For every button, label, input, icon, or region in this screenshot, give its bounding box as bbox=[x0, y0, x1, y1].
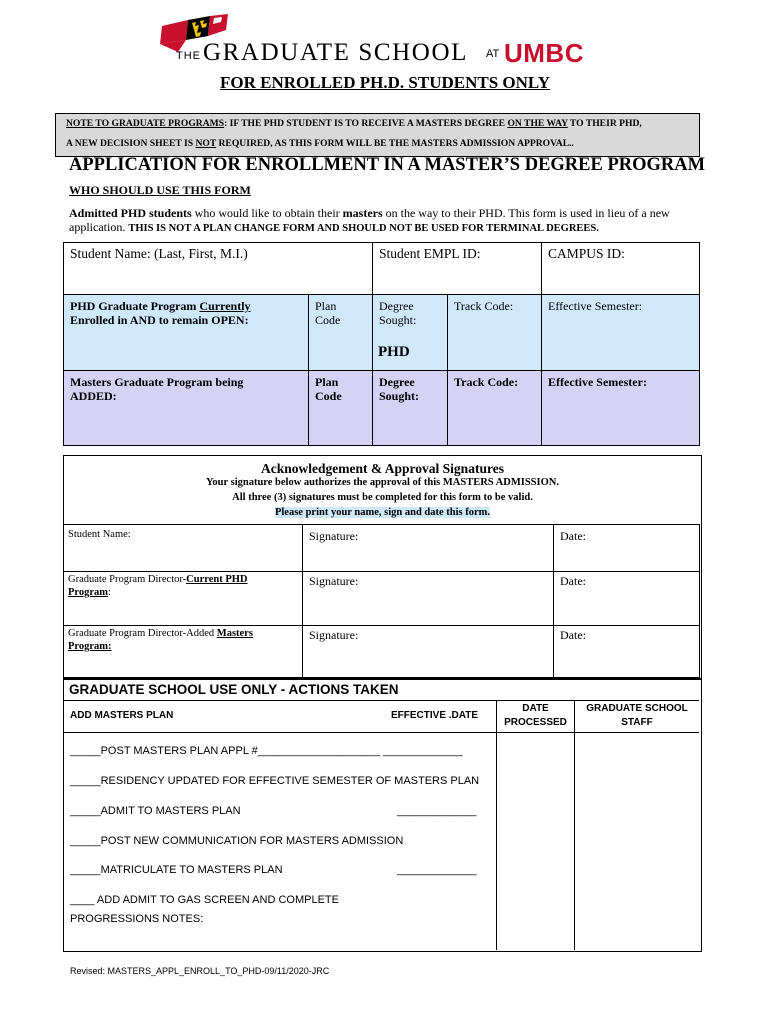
signatures-title: Acknowledgement & Approval Signatures bbox=[261, 461, 504, 476]
masters-plan-code-field[interactable] bbox=[308, 370, 373, 446]
gs-action-post-communication[interactable]: _____POST NEW COMMUNICATION FOR MASTERS ADMISSION bbox=[70, 835, 404, 847]
logo-at-text: AT bbox=[486, 48, 500, 60]
campus-id-field[interactable] bbox=[541, 242, 700, 295]
who-should-use-title: WHO SHOULD USE THIS FORM bbox=[69, 183, 251, 197]
sig-row-2-signature-label: Signature: bbox=[309, 574, 359, 588]
desc-bold-c: masters bbox=[342, 206, 383, 220]
logo-graduate-school-text: GRADUATE SCHOOL bbox=[203, 39, 468, 66]
masters-degree-sought-label: Degree Sought: bbox=[379, 375, 420, 403]
phd-track-code-field[interactable] bbox=[447, 294, 542, 371]
masters-track-code-field[interactable] bbox=[447, 370, 542, 446]
gs-col-divider-1 bbox=[496, 700, 497, 950]
desc-bold-a: Admitted PHD students bbox=[69, 206, 192, 220]
student-empl-label: Student EMPL ID: bbox=[379, 246, 481, 261]
student-date-field[interactable] bbox=[553, 524, 700, 572]
gs-date-processed-label: DATE PROCESSED bbox=[504, 703, 567, 728]
logo-the-text: THE bbox=[176, 50, 201, 62]
gs-add-masters-plan-label: ADD MASTERS PLAN bbox=[70, 710, 174, 721]
gs-progression-notes-label: PROGRESSIONS NOTES: bbox=[70, 913, 204, 925]
sig-row-1-date-label: Date: bbox=[560, 529, 586, 543]
sig-row-3-label bbox=[68, 627, 288, 653]
phd-program-b: Currently bbox=[199, 299, 251, 313]
note-line-2 bbox=[56, 134, 699, 154]
gs-action-residency-updated[interactable]: _____RESIDENCY UPDATED FOR EFFECTIVE SEMESTER OF MASTERS PLAN bbox=[70, 775, 480, 787]
signatures-line-3-wrap bbox=[64, 507, 701, 518]
note-box bbox=[55, 113, 700, 157]
sig-row-2-label-b: Current PHD Program bbox=[68, 574, 248, 598]
sig-row-3-label-b: Masters Program: bbox=[68, 628, 253, 652]
phd-degree-sought-label: Degree Sought: bbox=[379, 299, 417, 327]
gs-matriculate-date-blank[interactable]: _____________ bbox=[397, 864, 477, 876]
form-description bbox=[69, 206, 699, 236]
desc-b: who would like to obtain their bbox=[191, 206, 343, 220]
phd-track-code-label: Track Code: bbox=[454, 299, 514, 313]
note-text-2a: A NEW DECISION SHEET IS bbox=[66, 138, 196, 149]
revision-footer: Revised: MASTERS_APPL_ENROLL_TO_PHD-09/11/2020-JRC bbox=[70, 966, 330, 976]
note-line-1 bbox=[56, 114, 699, 134]
gs-title-divider bbox=[64, 700, 699, 701]
gs-action-post-masters-plan[interactable]: _____POST MASTERS PLAN APPL #____________________ _____________ bbox=[70, 745, 463, 757]
phd-program-field[interactable] bbox=[63, 294, 309, 371]
phd-plan-code-label: Plan Code bbox=[315, 299, 341, 327]
masters-program-label: Masters Graduate Program being ADDED: bbox=[70, 375, 244, 403]
desc-d: on the way to their PHD. This form is used in lieu of a new application. bbox=[69, 206, 670, 234]
phd-plan-code-field[interactable] bbox=[308, 294, 373, 371]
note-text-1b: ON THE WAY bbox=[507, 118, 568, 129]
gs-effective-date-label: EFFECTIVE .DATE bbox=[391, 710, 479, 721]
gs-header-divider bbox=[64, 732, 699, 733]
graduate-school-use-section bbox=[63, 679, 702, 952]
gs-action-add-admit-gas[interactable]: ____ ADD ADMIT TO GAS SCREEN AND COMPLETE bbox=[70, 894, 339, 906]
desc-bold-e: THIS IS NOT A PLAN CHANGE FORM AND SHOULD NOT BE USED FOR TERMINAL DEGREES. bbox=[128, 223, 599, 234]
signatures-line-3: Please print your name, sign and date this form. bbox=[274, 507, 491, 518]
note-text-2b: NOT bbox=[195, 138, 217, 149]
gs-action-admit-masters[interactable]: _____ADMIT TO MASTERS PLAN bbox=[70, 805, 241, 817]
gs-action-matriculate[interactable]: _____MATRICULATE TO MASTERS PLAN bbox=[70, 864, 283, 876]
sig-row-2-label bbox=[68, 573, 288, 599]
gs-admit-date-blank[interactable]: _____________ bbox=[397, 805, 477, 817]
masters-program-field[interactable] bbox=[63, 370, 309, 446]
note-label: NOTE TO GRADUATE PROGRAMS bbox=[66, 118, 225, 129]
student-name-field[interactable] bbox=[63, 242, 373, 295]
sig-row-3-date-label: Date: bbox=[560, 628, 586, 642]
student-name-label: Student Name: (Last, First, M.I.) bbox=[70, 246, 248, 261]
phd-effective-semester-label: Effective Semester: bbox=[548, 299, 643, 313]
masters-track-code-label: Track Code: bbox=[454, 375, 519, 389]
gs-col-divider-2 bbox=[574, 700, 575, 950]
sig-row-3-signature-label: Signature: bbox=[309, 628, 359, 642]
phd-director-date-field[interactable] bbox=[553, 571, 700, 626]
gs-use-title: GRADUATE SCHOOL USE ONLY - ACTIONS TAKEN bbox=[69, 682, 399, 697]
campus-id-label: CAMPUS ID: bbox=[548, 246, 625, 261]
note-text-2c: REQUIRED, AS THIS FORM WILL BE THE MASTERS ADMISSION APPROVAL.. bbox=[216, 138, 574, 149]
signatures-line-2: All three (3) signatures must be completed for this form to be valid. bbox=[232, 492, 533, 503]
phd-program-label bbox=[70, 299, 251, 327]
sig-row-1-signature-label: Signature: bbox=[309, 529, 359, 543]
phd-director-signature-field[interactable] bbox=[302, 571, 554, 626]
student-signature-field[interactable] bbox=[302, 524, 554, 572]
sig-row-2-label-a: Graduate Program Director- bbox=[68, 574, 187, 585]
phd-program-c: Enrolled in AND to remain OPEN: bbox=[70, 313, 249, 327]
phd-director-name-field[interactable] bbox=[63, 571, 303, 626]
note-text-1c: TO THEIR PHD, bbox=[567, 118, 642, 129]
masters-degree-sought-field[interactable] bbox=[372, 370, 448, 446]
page-title bbox=[0, 73, 770, 93]
sig-row-1-label: Student Name: bbox=[68, 529, 131, 540]
student-name-print-field[interactable] bbox=[63, 524, 303, 572]
note-text-1a: : IF THE PHD STUDENT IS TO RECEIVE A MASTERS DEGREE bbox=[224, 118, 508, 129]
page-title-text: FOR ENROLLED PH.D. STUDENTS ONLY bbox=[220, 73, 550, 92]
masters-director-name-field[interactable] bbox=[63, 625, 303, 678]
masters-plan-code-label: Plan Code bbox=[315, 375, 342, 403]
sig-row-2-date-label: Date: bbox=[560, 574, 586, 588]
sig-row-3-label-a: Graduate Program Director-Added bbox=[68, 628, 217, 639]
masters-effective-semester-field[interactable] bbox=[541, 370, 700, 446]
signatures-line-1: Your signature below authorizes the approval of this MASTERS ADMISSION. bbox=[206, 477, 559, 488]
application-title: APPLICATION FOR ENROLLMENT IN A MASTER’S DEGREE PROGRAM bbox=[69, 155, 706, 175]
masters-effective-semester-label: Effective Semester: bbox=[548, 375, 647, 389]
phd-degree-value: PHD bbox=[378, 344, 410, 360]
logo-umbc-text: UMBC bbox=[504, 38, 584, 68]
phd-effective-semester-field[interactable] bbox=[541, 294, 700, 371]
sig-row-2-label-c: : bbox=[108, 587, 111, 598]
masters-director-signature-field[interactable] bbox=[302, 625, 554, 678]
phd-program-a: PHD Graduate Program bbox=[70, 299, 200, 313]
phd-degree-sought-field[interactable] bbox=[372, 294, 448, 371]
gs-staff-label: GRADUATE SCHOOL STAFF bbox=[586, 703, 688, 728]
masters-director-date-field[interactable] bbox=[553, 625, 700, 678]
student-empl-id-field[interactable] bbox=[372, 242, 542, 295]
